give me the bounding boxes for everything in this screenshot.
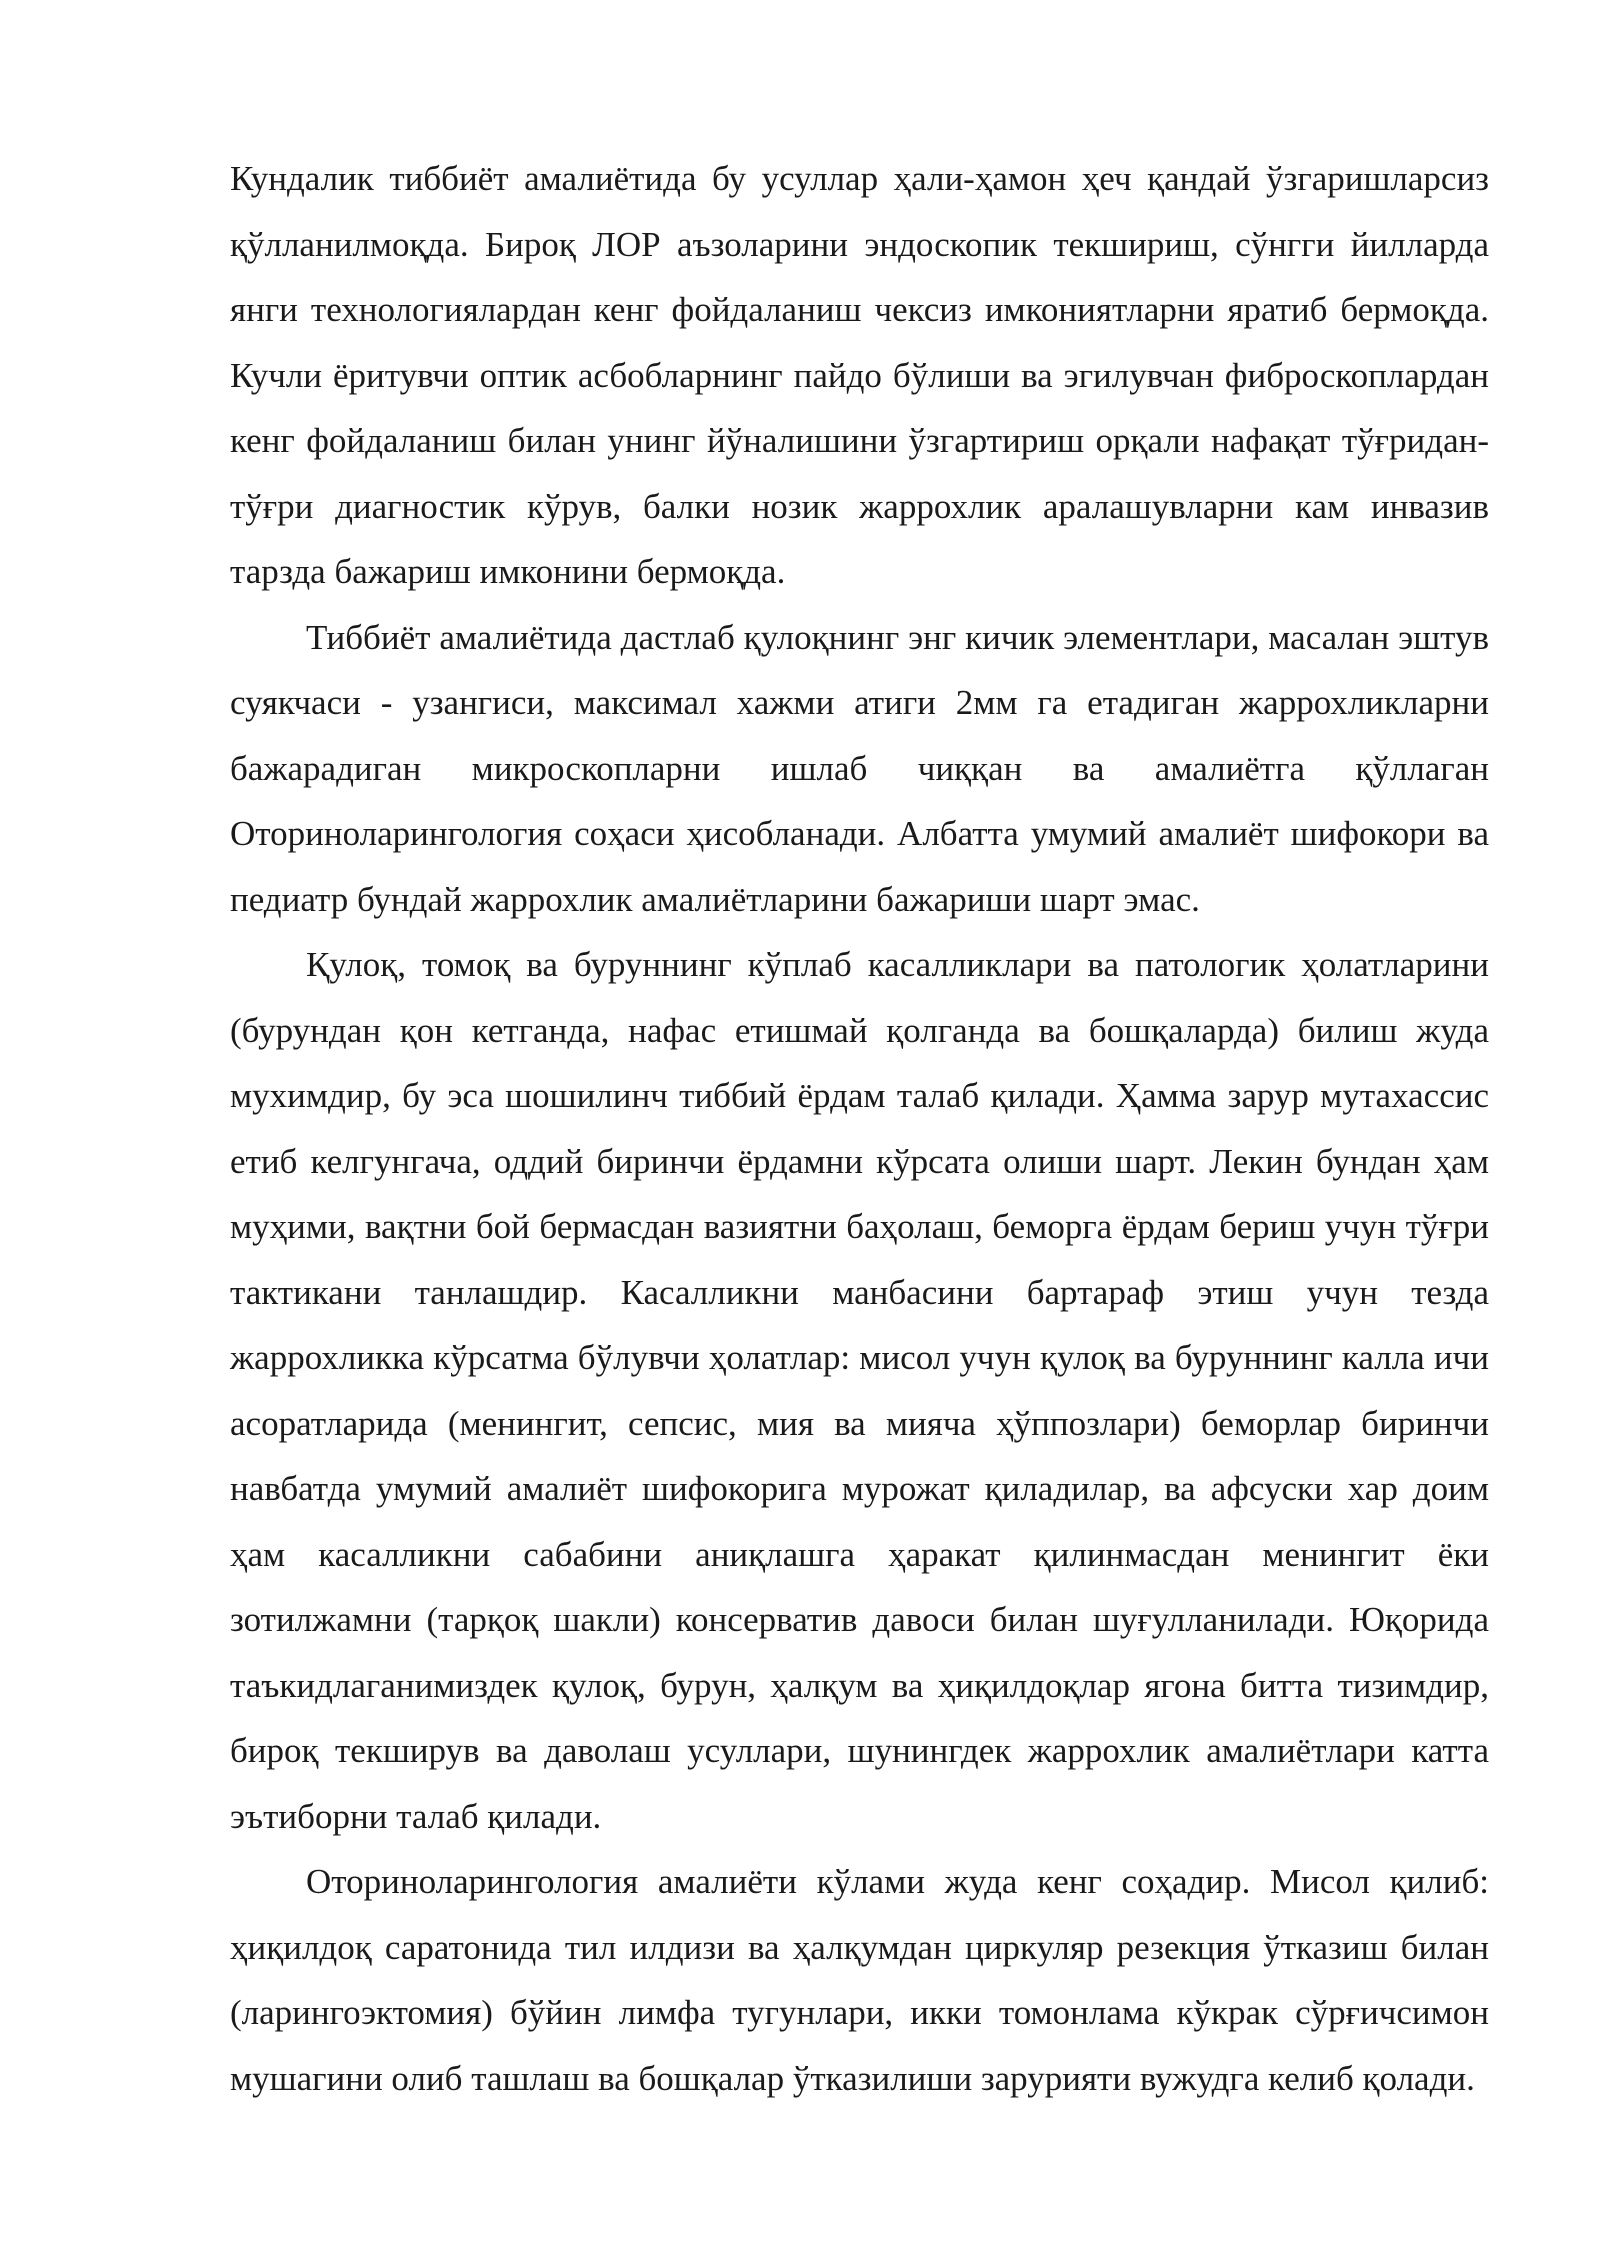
paragraph-surgery-scope: Оториноларингология амалиёти кўлами жуда кенг соҳадир. Мисол қилиб: ҳиқилдоқ саратонида тил илдизи ва ҳалқумдан циркуляр резекция ўтказиш билан (ларингоэктомия) бўйин лимфа тугунлари, икки томонлама кўкрак сўрғичсимон мушагини олиб ташлаш ва бошқалар ўтказилиши зарурияти вужудга келиб қолади. [230, 1862, 1489, 2098]
paragraph-endoscopy: Кундалик тиббиёт амалиётида бу усуллар ҳали-ҳамон ҳеч қандай ўзгаришларсиз қўлланилмоқда. Бироқ ЛОР аъзоларини эндоскопик текшириш, сўнгги йилларда янги технологиялардан кенг фойдаланиш чексиз имкониятларни яратиб бермоқда. Кучли ёритувчи оптик асбобларнинг пайдо бўлиши ва эгилувчан фиброскоплардан кенг фойдаланиш билан унинг йўналишини ўзгартириш орқали нафақат тўғридан-тўғри диагностик кўрув, балки нозик жаррохлик аралашувларни кам инвазив тарзда бажариш имконини бермоқда. [230, 159, 1489, 591]
paragraph-microscopy: Тиббиёт амалиётида дастлаб қулоқнинг энг кичик элементлари, масалан эштув суякчаси - узангиси, максимал хажми атиги 2мм га етадиган жаррохликларни бажарадиган микроскопларни ишлаб чиққан ва амалиётга қўллаган Оториноларингология соҳаси ҳисобланади. Албатта умумий амалиёт шифокори ва педиатр бундай жаррохлик амалиётларини бажариши шарт эмас. [230, 617, 1489, 919]
body-text [230, 146, 1489, 2111]
paragraph-emergency-care: Қулоқ, томоқ ва буруннинг кўплаб касалликлари ва патологик ҳолатларини (бурундан қон кетганда, нафас етишмай қолганда ва бошқаларда) билиш жуда мухимдир, бу эса шошилинч тиббий ёрдам талаб қилади. Ҳамма зарур мутахассис етиб келгунгача, оддий биринчи ёрдамни кўрсата олиши шарт. Лекин бундан ҳам муҳими, вақтни бой бермасдан вазиятни баҳолаш, беморга ёрдам бериш учун тўғри тактикани танлашдир. Касалликни манбасини бартараф этиш учун тезда жаррохликка кўрсатма бўлувчи ҳолатлар: мисол учун қулоқ ва буруннинг калла ичи асоратларида (менингит, сепсис, мия ва мияча ҳўппозлари) беморлар биринчи навбатда умумий амалиёт шифокорига мурожат қиладилар, ва афсуски хар доим ҳам касалликни сабабини аниқлашга ҳаракат қилинмасдан менингит ёки зотилжамни (тарқоқ шакли) консерватив давоси билан шуғулланилади. Юқорида таъкидлаганимиздек қулоқ, бурун, ҳалқум ва ҳиқилдоқлар ягона битта тизимдир, бироқ текширув ва даволаш усуллари, шунингдек жаррохлик амалиётлари катта эътиборни талаб қилади. [230, 945, 1489, 1836]
